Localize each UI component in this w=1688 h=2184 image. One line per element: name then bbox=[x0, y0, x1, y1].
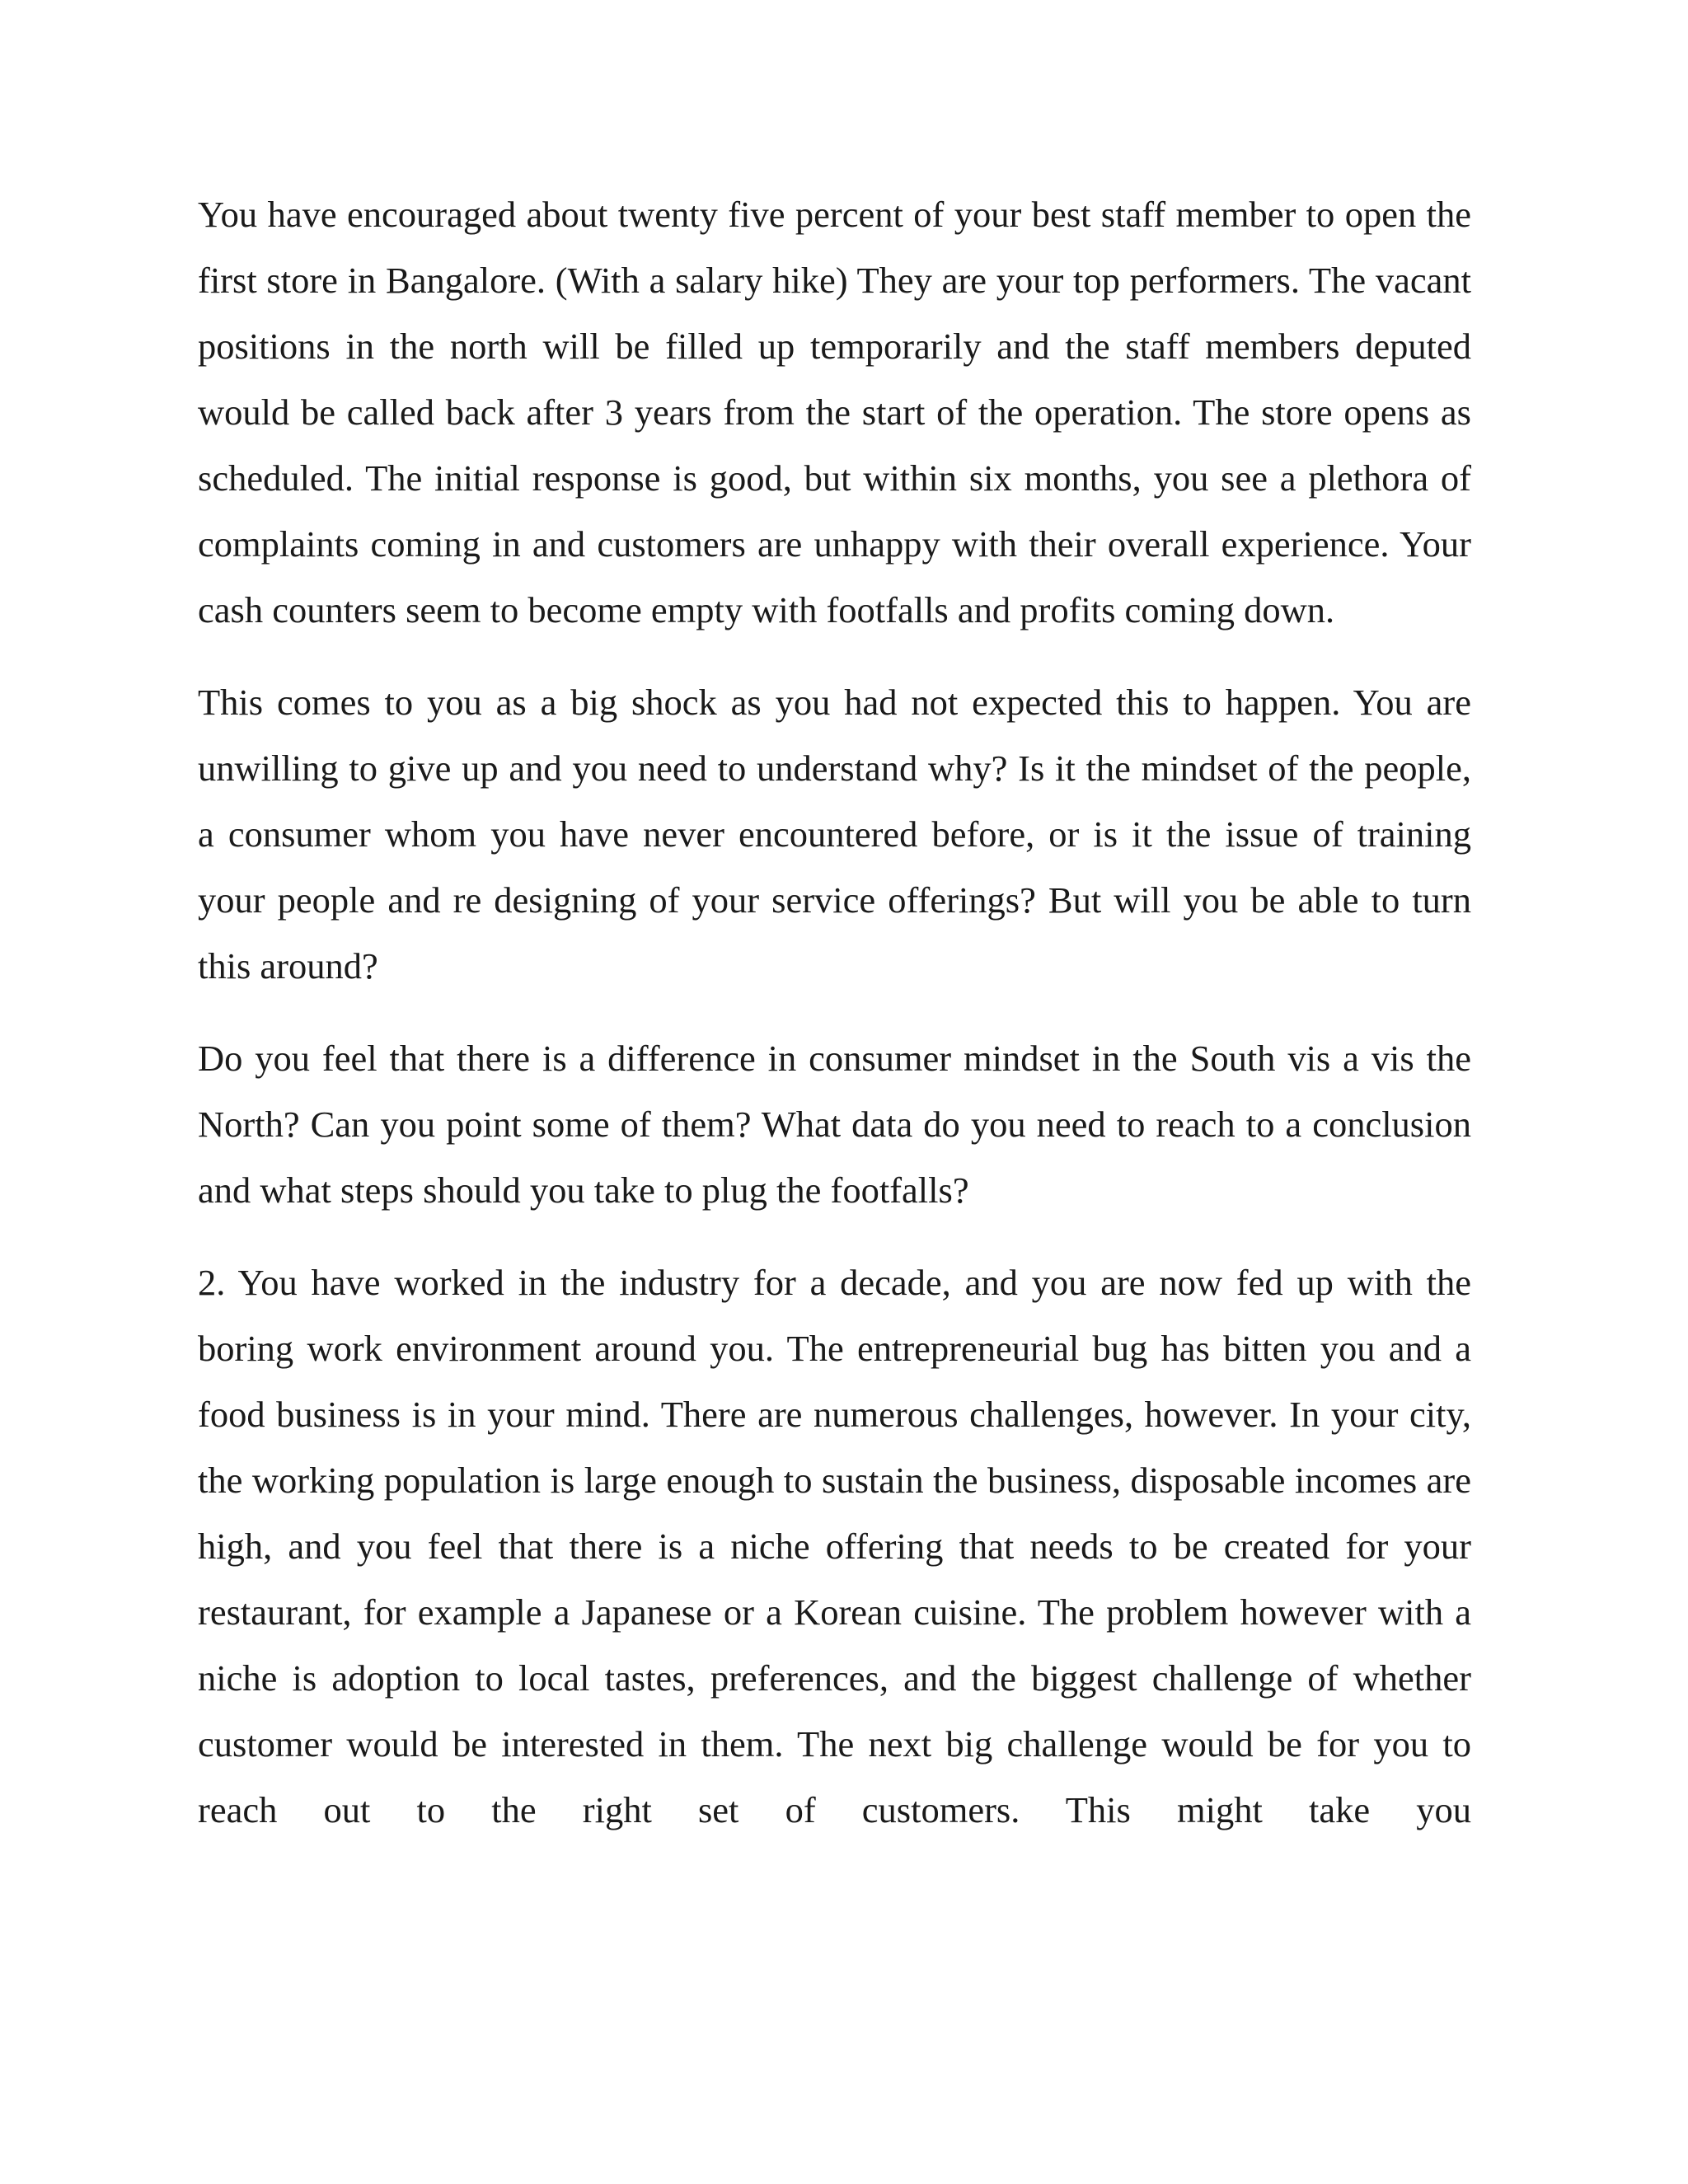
paragraph-store-opening: You have encouraged about twenty five percent of your best staff member to open the first store in Bangalore. (With a salary hike) They are your top performers. The vacant positions in the north will be filled up temporarily and the staff members deputed would be called back after 3 years from the start of the operation. The store opens as scheduled. The initial response is good, but within six months, you see a plethora of complaints coming in and customers are unhappy with their overall experience. Your cash counters seem to become empty with footfalls and profits coming down. bbox=[198, 194, 1471, 630]
body-text bbox=[198, 181, 1471, 1843]
paragraph-case-2-food-business: 2. You have worked in the industry for a decade, and you are now fed up with the boring work environment around you. The entrepreneurial bug has bitten you and a food business is in your mind. There are numerous challenges, however. In your city, the working population is large enough to sustain the business, disposable incomes are high, and you feel that there is a niche offering that needs to be created for your restaurant, for example a Japanese or a Korean cuisine. The problem however with a niche is adoption to local tastes, preferences, and the biggest challenge of whether customer would be interested in them. The next big challenge would be for you to reach out to the right set of customers. This might take you bbox=[198, 1262, 1471, 1830]
paragraph-big-shock: This comes to you as a big shock as you had not expected this to happen. You are unwilling to give up and you need to understand why? Is it the mindset of the people, a consumer whom you have never encountered before, or is it the issue of training your people and re designing of your service offerings? But will you be able to turn this around? bbox=[198, 682, 1471, 987]
paragraph-consumer-mindset-question: Do you feel that there is a difference in consumer mindset in the South vis a vis the North? Can you point some of them? What data do you need to reach to a conclusion and what steps should you take to plug the footfalls? bbox=[198, 1038, 1471, 1211]
